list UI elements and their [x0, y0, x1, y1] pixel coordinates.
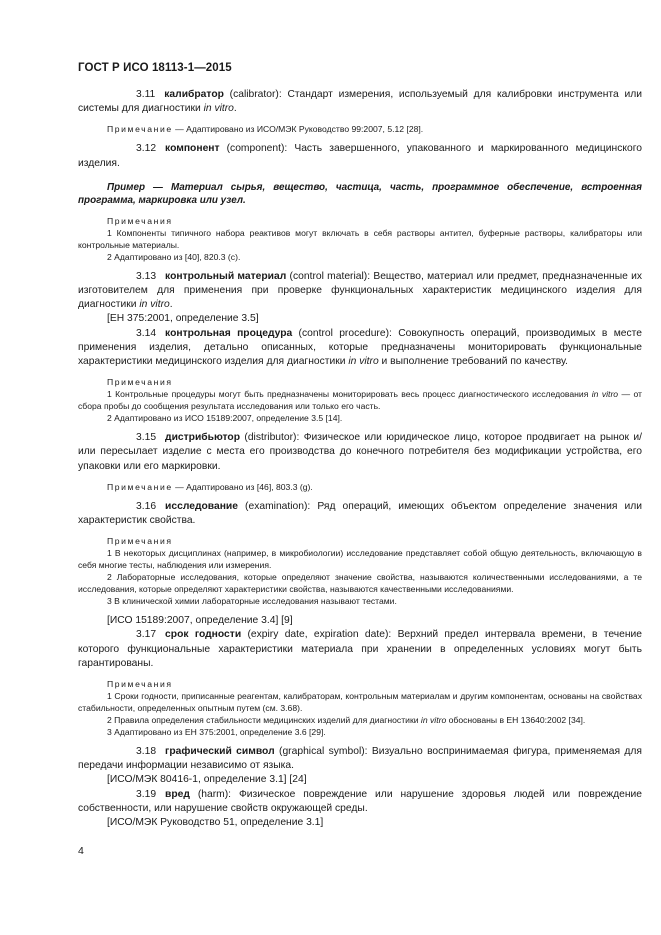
note-item: 3 В клинической химии лабораторные исследования называют тестами. [107, 596, 397, 607]
note-label: Примечание [107, 481, 173, 492]
term-italic: in vitro [139, 299, 170, 311]
term-number: 3.15 [136, 432, 157, 444]
term-title: дистрибьютор [165, 432, 241, 444]
term-3-15-note [78, 481, 642, 493]
term-definition: (control procedure): Совокупность операций, производимых в месте применения изделия, детально описанных, которые предназначены мониторировать функциональные характеристики медицинского изделия для диагностики [78, 327, 642, 368]
term-number: 3.13 [136, 270, 157, 282]
notes-heading: Примечания [107, 679, 173, 690]
term-definition: (control material): Вещество, материал или предмет, предназначенные их изготовителем для применения при проверке функциональных характеристик медицинского изделия для диагностики [78, 270, 642, 311]
term-number: 3.18 [136, 746, 157, 758]
term-definition: (calibrator): Стандарт измерения, используемый для калибровки инструмента или системы для диагностики [78, 89, 642, 115]
notes-heading: Примечания [107, 215, 173, 226]
term-number: 3.12 [136, 143, 157, 155]
term-definition: (component): Часть завершенного, упакованного и маркированного медицинского изделия. [78, 143, 642, 169]
term-title: компонент [165, 143, 220, 155]
term-3-15 [78, 431, 642, 474]
term-number: 3.11 [136, 89, 156, 100]
term-title: вред [165, 788, 190, 800]
page-number: 4 [78, 845, 84, 857]
term-3-11-note [78, 123, 642, 135]
term-3-11: 3.11 калибратор (calibrator): Стандарт измерения, используемый для калибровки инструмента или системы для диагностики in vitro. [78, 89, 642, 115]
term-source: [ИСО/МЭК Руководство 51, определение 3.1] [107, 817, 324, 829]
note-item: 1 Контрольные процедуры могут быть предназначены мониторировать весь процесс диагностического исследования in vitro — от сбора пробы до сообщения результата исследования или только его часть. [78, 389, 642, 412]
term-definition: (distributor): Физическое или юридическое лицо, которое продвигает на рынок и/или пересылает изделие с места его производства до конечного потребителя без модификации устройства, его упаковки или его маркировки. [78, 432, 642, 472]
note-text: — Адаптировано из [46], 803.3 (g). [172, 481, 313, 492]
term-3-17 [78, 628, 642, 671]
term-title: калибратор [164, 89, 224, 100]
term-3-19 [78, 788, 642, 816]
note-item: 1 Компоненты типичного набора реактивов могут включать в себя растворы антител, буферные растворы, калибраторы или контрольные материалы. [78, 227, 642, 250]
term-number: 3.17 [136, 629, 157, 641]
term-title: графический символ [165, 746, 275, 758]
term-source: [ЕН 375:2001, определение 3.5] [107, 313, 259, 325]
note-label: Примечание [107, 124, 173, 135]
term-source: [ИСО 15189:2007, определение 3.4] [9] [107, 615, 293, 627]
note-item: 2 Правила определения стабильности медицинских изделий для диагностики in vitro обоснованы в ЕН 13640:2002 [34]. [107, 715, 586, 726]
term-definition: (harm): Физическое повреждение или нарушение здоровья людей или повреждение собственности, или нарушение свойств окружающей среды. [78, 788, 642, 814]
notes-heading: Примечания [107, 536, 173, 547]
term-italic: in vitro [203, 103, 234, 115]
note-item: 2 Лабораторные исследования, которые определяют значение свойства, называются количественными исследованиями, а те исследования, которые определяют характеристики свойства, называются качественными исследованиями. [78, 572, 642, 595]
page-content [78, 88, 642, 830]
term-title: контрольный материал [165, 270, 287, 282]
note-item: 1 В некоторых дисциплинах (например, в микробиологии) исследование представляет собой общую деятельность, включающую в себя многие тесты, наблюдения или измерения. [78, 548, 642, 571]
page-header: ГОСТ Р ИСО 18113-1—2015 [78, 62, 232, 74]
note-item: 2 Адаптировано из ИСО 15189:2007, определение 3.5 [14]. [107, 413, 343, 424]
note-item: 1 Сроки годности, приписанные реагентам, калибраторам, контрольным материалам и другим компонентам, основаны на свойствах стабильности, определенных опытным путем (см. 3.68). [78, 691, 642, 714]
term-3-16 [78, 500, 642, 528]
notes-heading: Примечания [107, 377, 173, 388]
term-source: [ИСО/МЭК 80416-1, определение 3.1] [24] [107, 774, 307, 786]
term-3-13: 3.13 контрольный материал (control material): Вещество, материал или предмет, предназначенные их изготовителем для применения при проверке функциональных характеристик медицинского изделия для диагностики in vitro. [78, 270, 642, 311]
term-3-12-example: Пример — Материал сырья, вещество, частица, часть, программное обеспечение, встроенная программа, маркировка или узел. [78, 181, 642, 207]
term-3-14: 3.14 контрольная процедура (control procedure): Совокупность операций, производимых в месте применения изделия, детально описанных, которые предназначены мониторировать функциональные характеристики медицинского изделия для диагностики in vitro и выполнение требований по качеству. [78, 327, 642, 368]
term-definition: (graphical symbol): Визуально воспринимаемая фигура, применяемая для передачи информации независимо от языка. [78, 746, 643, 772]
note-item: 3 Адаптировано из ЕН 375:2001, определение 3.6 [29]. [107, 727, 326, 738]
term-3-12 [78, 142, 642, 170]
term-definition: (examination): Ряд операций, имеющих объектом определение значения или характеристик свойства. [78, 500, 642, 527]
term-number: 3.14 [136, 327, 157, 339]
term-italic: in vitro [348, 356, 379, 368]
note-text: — Адаптировано из ИСО/МЭК Руководство 99:2007, 5.12 [28]. [172, 124, 424, 135]
term-title: срок годности [165, 629, 242, 641]
term-3-18 [78, 745, 642, 773]
term-title: исследование [165, 500, 238, 512]
term-definition: (expiry date, expiration date): Верхний предел интервала времени, в течение которого функциональные характеристики материала при хранении в определенных условиях могут быть гарантированы. [78, 629, 642, 669]
term-title: контрольная процедура [165, 327, 293, 339]
term-number: 3.19 [136, 788, 157, 800]
term-number: 3.16 [136, 500, 157, 512]
note-item: 2 Адаптировано из [40], 820.3 (c). [107, 251, 241, 262]
